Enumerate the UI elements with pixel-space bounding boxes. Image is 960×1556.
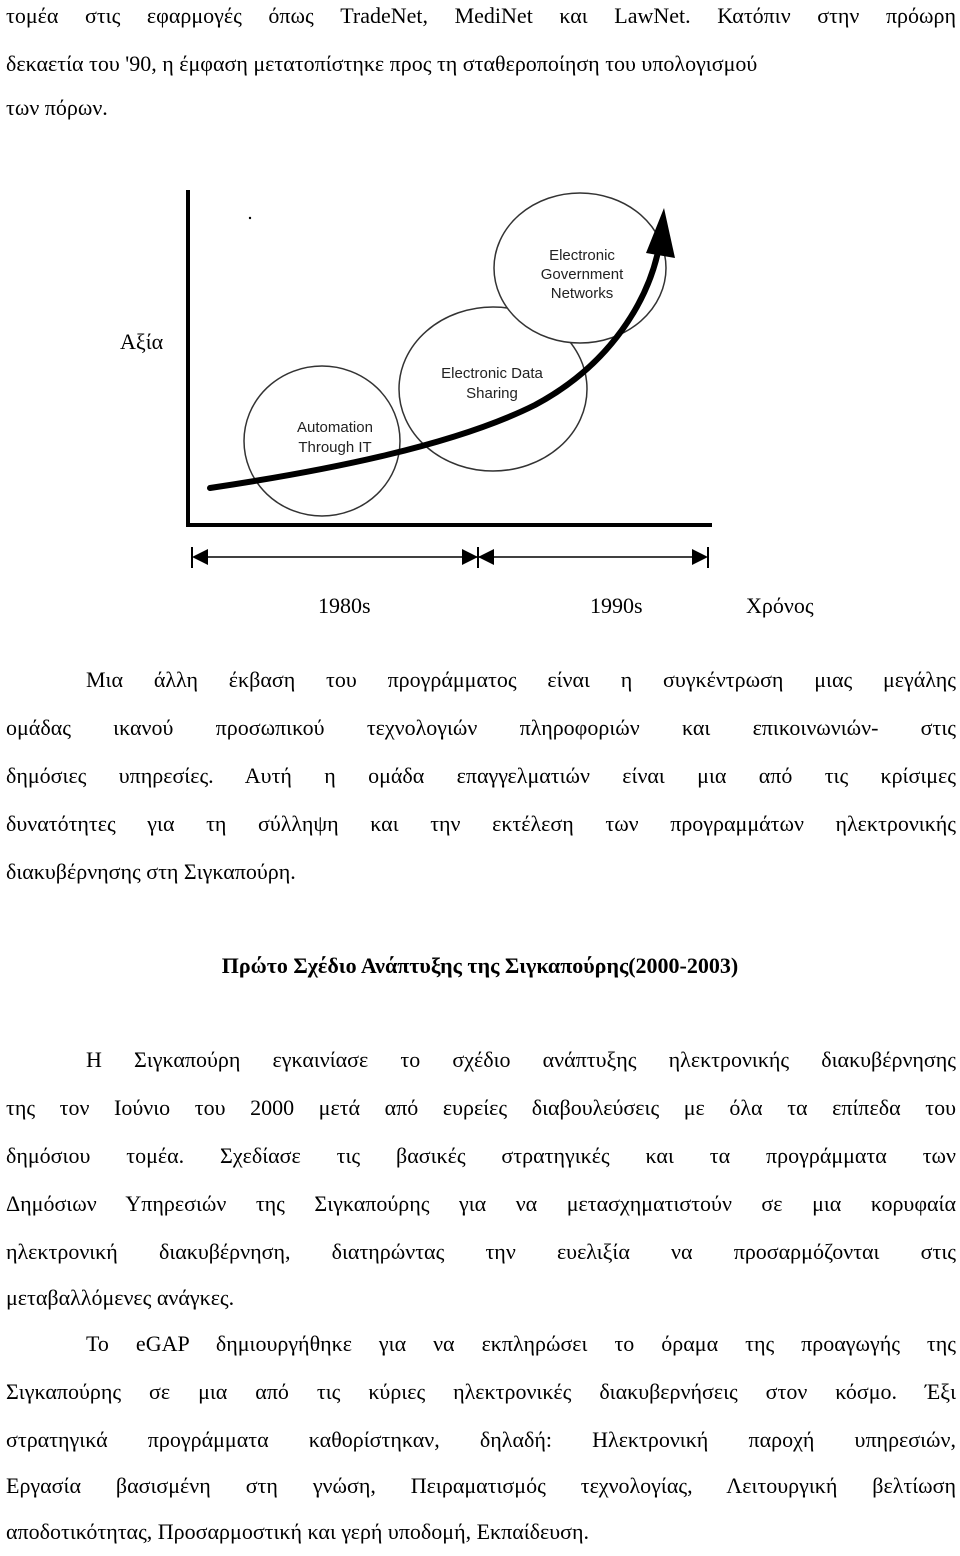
x-tick-1980s: 1980s [318,593,371,618]
x-tick-1990s: 1990s [590,593,643,618]
timeline-arrow-mid-right [478,549,494,565]
y-axis-label: Αξία [120,329,164,354]
section-heading: Πρώτο Σχέδιο Ανάπτυξης της Σιγκαπούρης(2000-2003) [221,953,739,978]
x-axis-label: Χρόνος [746,593,814,618]
text-line: Εργασία βασισμένη στη γνώση, Πειραματισμός τεχνολογίας, Λειτουργική βελτίωση [6,1473,956,1498]
text-line: τομέα στις εφαρμογές όπως TradeNet, MediNet και LawNet. Κατόπιν στην πρόωρη [6,3,956,28]
text-line: ηλεκτρονική διακυβέρνηση, διατηρώντας την ευελιξία να προσαρμόζονται στις [6,1239,956,1264]
text-line: ομάδας ικανού προσωπικού τεχνολογιών πληροφοριών και επικοινωνιών- στις [6,715,956,740]
bubble-data-sharing-line1: Electronic Data [441,365,543,382]
diagram-svg [0,150,960,650]
timeline-arrow-right [692,549,708,565]
text-line: δεκαετία του '90, η έμφαση μετατοπίστηκε προς τη σταθεροποίηση του υπολογισμού [6,51,758,76]
text-line: Σιγκαπούρης σε μια από τις κύριες ηλεκτρονικές διακυβερνήσεις στον κόσμο. Έξι [6,1379,956,1404]
text-line: αποδοτικότητας, Προσαρμοστική και γερή υποδομή, Εκπαίδευση. [6,1519,590,1544]
text-line: δημόσιου τομέα. Σχεδίασε τις βασικές στρατηγικές και τα προγράμματα των [6,1143,956,1168]
bubble-networks-line3: Networks [550,285,614,302]
bubble-networks-line1: Electronic [549,247,615,264]
text-line: δυνατότητες για τη σύλληψη και την εκτέλεση των προγραμμάτων ηλεκτρονικής [6,811,956,836]
text-line: Η Σιγκαπούρη εγκαινίασε το σχέδιο ανάπτυξης ηλεκτρονικής διακυβέρνησης [86,1047,956,1072]
text-line: διακυβέρνησης στη Σιγκαπούρη. [6,859,296,884]
text-line: της τον Ιούνιο του 2000 μετά από ευρείες διαβουλεύσεις με όλα τα επίπεδα του [6,1095,956,1120]
text-line: Δημόσιων Υπηρεσιών της Σιγκαπούρης για να μετασχηματιστούν σε μια κορυφαία [6,1191,956,1216]
text-line: στρατηγικά προγράμματα καθορίστηκαν, δηλαδή: Ηλεκτρονική παροχή υπηρεσιών, [6,1427,956,1452]
timeline-arrow-mid-left [462,549,478,565]
bubble-networks-line2: Government [540,266,624,283]
text-line: των πόρων. [6,95,108,120]
evolution-diagram [0,150,960,650]
bubble-automation-line2: Through IT [298,439,372,456]
speck-mark [249,217,251,219]
text-line: Το eGAP δημιουργήθηκε για να εκπληρώσει το όραμα της προαγωγής της [86,1331,956,1356]
text-line: Μια άλλη έκβαση του προγράμματος είναι η συγκέντρωση μιας μεγάλης [86,667,956,692]
text-line: μεταβαλλόμενες ανάγκες. [6,1285,235,1310]
bubble-data-sharing-line2: Sharing [466,385,518,402]
timeline-arrow-left [192,549,208,565]
bubble-automation-line1: Automation [297,419,373,436]
text-line: δημόσιες υπηρεσίες. Αυτή η ομάδα επαγγελματιών είναι μια από τις κρίσιμες [6,763,956,788]
